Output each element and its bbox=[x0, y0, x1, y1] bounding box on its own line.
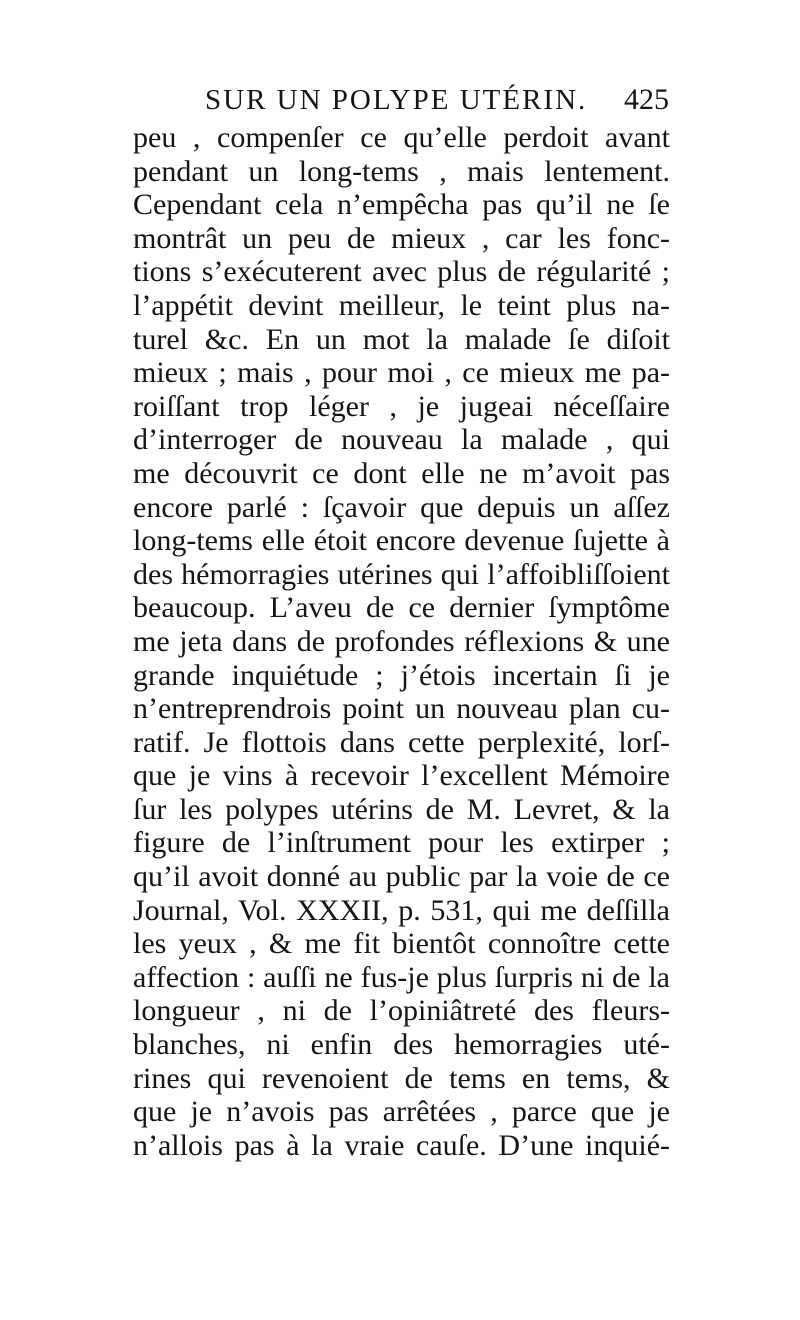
text-line: pendant un long-tems , mais lentement. bbox=[133, 154, 670, 188]
text-line: peu , compenſer ce qu’elle perdoit avant bbox=[133, 121, 670, 154]
text-line: longueur , ni de l’opiniâtreté des fleurs- bbox=[133, 994, 670, 1028]
text-line: les yeux , & me fit bientôt connoître cette bbox=[133, 927, 670, 961]
text-line: que je n’avois pas arrêtées , parce que je bbox=[133, 1095, 670, 1129]
running-title: SUR UN POLYPE UTÉRIN. bbox=[205, 84, 588, 116]
text-line: ratif. Je flottois dans cette perplexité, lorſ- bbox=[133, 725, 670, 759]
text-line: n’allois pas à la vraie cauſe. D’une inquié- bbox=[133, 1128, 670, 1162]
text-line: qu’il avoit donné au public par la voie de ce bbox=[133, 860, 670, 894]
text-line: Cependant cela n’empêcha pas qu’il ne ſe bbox=[133, 188, 670, 222]
text-line: encore parlé : ſçavoir que depuis un aſſez bbox=[133, 490, 670, 524]
text-line: ſur les polypes utérins de M. Levret, & la bbox=[133, 792, 670, 826]
text-line: des hémorragies utérines qui l’affoibliſſoient bbox=[133, 557, 670, 591]
text-line: rines qui revenoient de tems en tems, & bbox=[133, 1061, 670, 1095]
text-line: tions s’exécuterent avec plus de régularité ; bbox=[133, 255, 670, 289]
text-line: roiſſant trop léger , je jugeai néceſſaire bbox=[133, 389, 670, 423]
text-line: blanches, ni enfin des hemorragies uté- bbox=[133, 1028, 670, 1062]
text-line: mieux ; mais , pour moi , ce mieux me pa- bbox=[133, 356, 670, 390]
text-line: affection : auſſi ne fus-je plus ſurpris ni de la bbox=[133, 960, 670, 994]
running-head bbox=[205, 80, 675, 120]
text-line: turel &c. En un mot la malade ſe diſoit bbox=[133, 322, 670, 356]
text-line: montrât un peu de mieux , car les fonc- bbox=[133, 221, 670, 255]
text-line: me découvrit ce dont elle ne m’avoit pas bbox=[133, 456, 670, 490]
text-line: me jeta dans de profondes réflexions & une bbox=[133, 624, 670, 658]
text-line: que je vins à recevoir l’excellent Mémoire bbox=[133, 759, 670, 793]
text-line: d’interroger de nouveau la malade , qui bbox=[133, 423, 670, 457]
text-line: Journal, Vol. XXXII, p. 531, qui me deſſilla bbox=[133, 893, 670, 927]
body-text bbox=[133, 121, 670, 1162]
page-number: 425 bbox=[624, 83, 669, 116]
text-line: figure de l’inſtrument pour les extirper ; bbox=[133, 826, 670, 860]
text-line: n’entreprendrois point un nouveau plan cu- bbox=[133, 692, 670, 726]
text-line: l’appétit devint meilleur, le teint plus na- bbox=[133, 288, 670, 322]
text-line: grande inquiétude ; j’étois incertain ſi je bbox=[133, 658, 670, 692]
text-line: beaucoup. L’aveu de ce dernier ſymptôme bbox=[133, 591, 670, 625]
text-line: long-tems elle étoit encore devenue ſujette à bbox=[133, 524, 670, 558]
